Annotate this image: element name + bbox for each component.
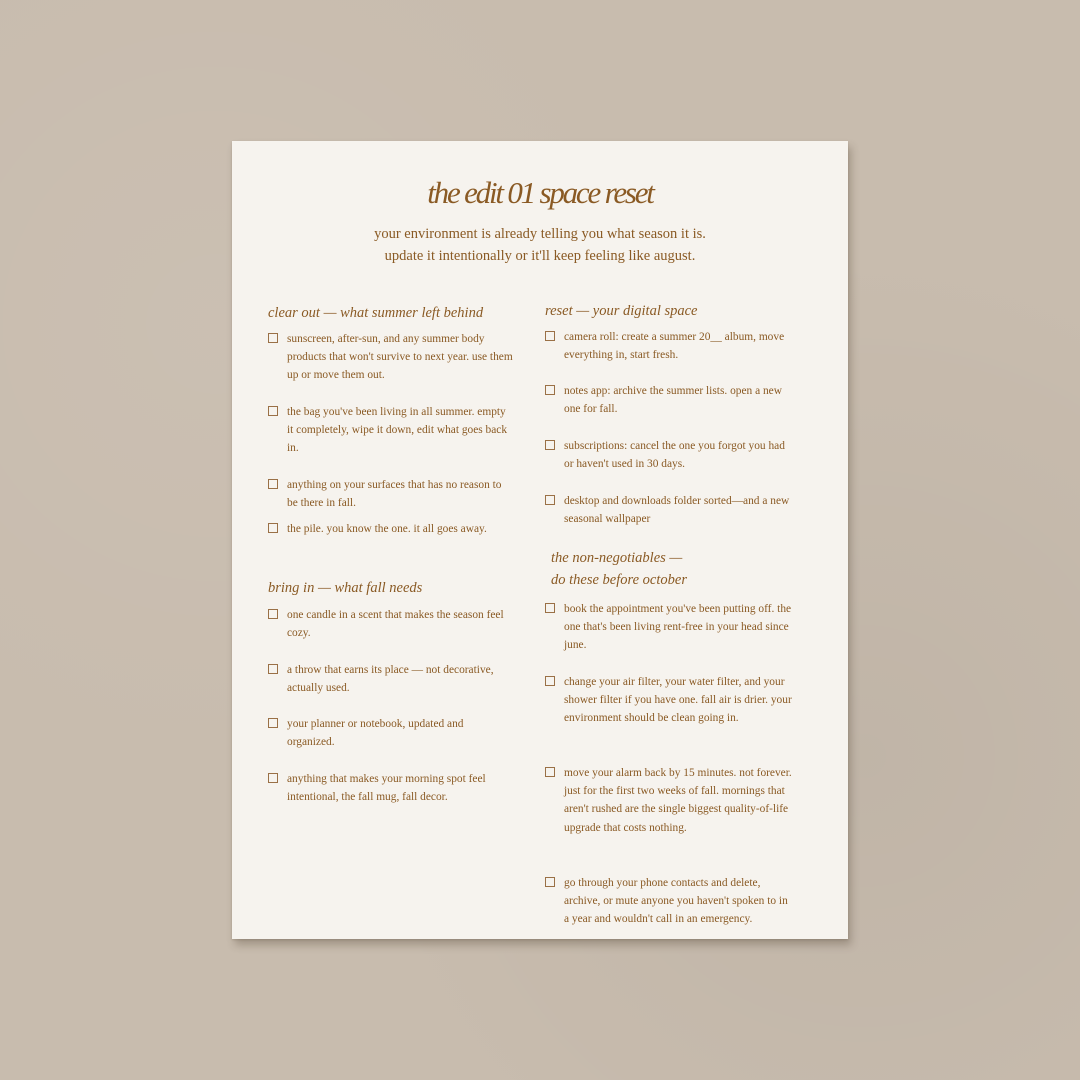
checklist-item-text: camera roll: create a summer 20__ album, move everything in, start fresh. — [564, 331, 785, 362]
heading-line: the non-negotiables — — [551, 550, 683, 566]
checklist-item-text: the bag you've been living in all summer. empty it completely, wipe it down, edit what goes back in. — [287, 406, 508, 455]
checklist-item-text: a throw that earns its place — not decorative, actually used. — [287, 664, 494, 695]
section-heading-bring-in: bring in — what fall needs — [268, 580, 423, 596]
checkbox[interactable] — [545, 767, 555, 777]
checkbox[interactable] — [545, 440, 555, 450]
page-title: the edit 01 space reset — [427, 175, 653, 210]
checkbox[interactable] — [268, 333, 278, 343]
section-heading-reset-digital: reset — your digital space — [545, 303, 698, 319]
checkbox[interactable] — [268, 664, 278, 674]
section-heading-non-negotiables — [551, 547, 687, 591]
checklist-item-text: move your alarm back by 15 minutes. not forever. just for the first two weeks of fall. mornings that aren't rushed are the single biggest quality-of-life upgrade that costs nothing. — [564, 767, 792, 834]
checkbox[interactable] — [268, 523, 278, 533]
checklist-item-text: subscriptions: cancel the one you forgot you had or haven't used in 30 days. — [564, 440, 785, 471]
checklist-item-text: the pile. you know the one. it all goes away. — [287, 523, 487, 535]
checklist-item-text: change your air filter, your water filter, and your shower filter if you have one. fall air is drier. your environment should be clean going in. — [564, 676, 792, 725]
section-heading-clear-out: clear out — what summer left behind — [268, 305, 484, 321]
subtitle-line: your environment is already telling you what season it is. — [374, 226, 706, 242]
checkbox[interactable] — [268, 718, 278, 728]
checklist-item-text: your planner or notebook, updated and organized. — [287, 718, 464, 749]
heading-line: do these before october — [551, 572, 687, 588]
checkbox[interactable] — [545, 385, 555, 395]
checklist-item-text: anything on your surfaces that has no reason to be there in fall. — [287, 479, 502, 510]
checkbox[interactable] — [545, 676, 555, 686]
checkbox[interactable] — [268, 406, 278, 416]
checkbox[interactable] — [545, 331, 555, 341]
checkbox[interactable] — [545, 603, 555, 613]
checklist-item-text: one candle in a scent that makes the season feel cozy. — [287, 609, 504, 640]
page-subtitle — [232, 223, 848, 267]
checkbox[interactable] — [545, 495, 555, 505]
checkbox[interactable] — [268, 609, 278, 619]
checklist-item-text: anything that makes your morning spot feel intentional, the fall mug, fall decor. — [287, 773, 486, 804]
checkbox[interactable] — [268, 773, 278, 783]
checklist-item-text: sunscreen, after-sun, and any summer body products that won't survive to next year. use them up or move them out. — [287, 333, 513, 382]
checklist-item-text: go through your phone contacts and delete, archive, or mute anyone you haven't spoken to in a year and wouldn't call in an emergency. — [564, 877, 788, 926]
checklist-item-text: desktop and downloads folder sorted—and a new seasonal wallpaper — [564, 495, 790, 526]
checkbox[interactable] — [545, 877, 555, 887]
checkbox[interactable] — [268, 479, 278, 489]
checklist-item-text: notes app: archive the summer lists. open a new one for fall. — [564, 385, 782, 416]
subtitle-line: update it intentionally or it'll keep feeling like august. — [384, 248, 696, 264]
checklist-item-text: book the appointment you've been putting off. the one that's been living rent-free in your head since june. — [564, 603, 792, 652]
checklist-page — [232, 141, 848, 939]
